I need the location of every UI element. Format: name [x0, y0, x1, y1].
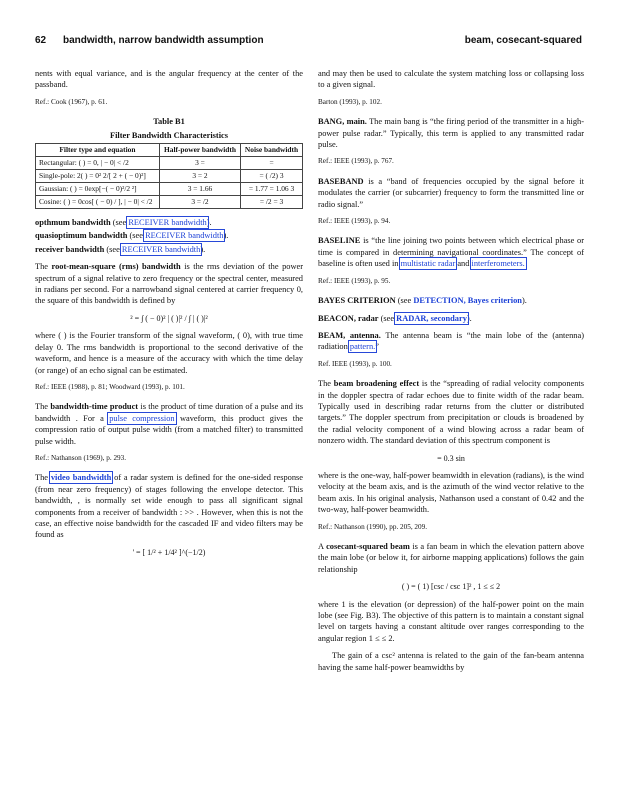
filter-bandwidth-table [35, 143, 303, 209]
term: BEAM, antenna. [318, 330, 381, 340]
term: cosecant-squared beam [326, 542, 410, 551]
paragraph: where 1 is the elevation (or depression) of the half-power point on the main lobe (see Fig. B3). The objective of this pattern is to maintain a constant signal level on targets having a constant altitude over ranges corresponding to the angular region 1 ≤ ≤ 2. [318, 599, 584, 643]
entry-beam-antenna: BEAM, antenna. The antenna beam is “the main lobe of the (antenna) radiation pattern.” [318, 330, 584, 352]
reference: Ref.: Nathanson (1969), p. 293. [35, 453, 127, 462]
intro-paragraph: and may then be used to calculate the system matching loss or collapsing loss to a given signal. [318, 69, 584, 90]
running-title-left: bandwidth, narrow bandwidth assumption [63, 35, 264, 46]
reference: Ref.: Cook (1967), p. 61. [35, 97, 108, 106]
reference: Barton (1993), p. 102. [318, 97, 382, 106]
table-cell: Single-pole: 2( ) = 0² 2/[ 2 + ( − 0)²] [36, 170, 160, 183]
table-cell: = 1.77 = 1.06 3 [241, 183, 303, 196]
table-cell: = /2 = 3 [241, 196, 303, 209]
left-column [35, 68, 303, 564]
equation: ( ) = ( 1) [csc / csc 1]² , 1 ≤ ≤ 2 [401, 582, 501, 592]
reference: Ref. IEEE (1993), p. 100. [318, 359, 392, 368]
entry-quasioptimum-bandwidth: quasioptimum bandwidth (see RECEIVER bandwidth). [35, 231, 229, 241]
reference: Ref.: Nathanson (1990), pp. 205, 209. [318, 522, 427, 531]
entry-rms-bandwidth: The root-mean-square (rms) bandwidth is the rms deviation of the power spectrum of a signal relative to zero frequency or the spectral center, measured in radians per second. For a narrowband signal centered at carrier frequency 0, the square of this bandwidth is defined by [35, 262, 303, 306]
entry-bandwidth-time-product: The bandwidth-time product is the product of time duration of a pulse and its bandwidth . For a pulse compression waveform, this product gives the compression ratio of output pulse width (from a matched filter) to transmitted pulse width. [35, 402, 304, 446]
intro-paragraph: nents with equal variance, and is the angular frequency at the center of the passband. [35, 69, 303, 90]
table-cell: 3 = 1.66 [159, 183, 240, 196]
term: BANG, main. [318, 117, 367, 127]
crossref-link[interactable]: RECEIVER bandwidth [121, 244, 201, 254]
term: opthmum bandwidth [35, 218, 111, 228]
reference: Ref.: IEEE (1993), p. 95. [318, 276, 391, 285]
table-cell: Gaussian: ( ) = 0exp[−( − 0)²/2 ²] [36, 183, 160, 196]
term: quasioptimum bandwidth [35, 231, 128, 241]
table-row [36, 183, 303, 196]
paragraph: The gain of a csc² antenna is related to the gain of the fan-beam antenna having the same half-power beamwidths by [318, 651, 584, 672]
crossref-link[interactable]: video bandwidth [50, 473, 112, 483]
entry-video-bandwidth: The video bandwidth of a radar system is defined for the one-sided response (from near zero frequency) of stages following the envelope detector. This bandwidth, , is normally set wide enough to pass all significant signal components from a receiver of bandwidth : >> . However, when this is not the case, an effective noise bandwidth for the cascaded IF and video filters may be found as [35, 473, 304, 540]
table-cell: Rectangular: ( ) = 0, | − 0| < /2 [36, 157, 160, 170]
table-title: Table B1 [153, 117, 185, 127]
paragraph: where is the one-way, half-power beamwidth in elevation (radians), is the wind velocity at the beam axis, and is the azimuth of the wind vector relative to the beam axis. In his original analysis, Nathanson used a constant of 0.42 and the two-way, half-power beamwidth. [318, 470, 584, 515]
paragraph: where ( ) is the Fourier transform of the signal waveform, ( 0), with true time delay 0. The rms bandwidth is proportional to the second derivative of the waveform, and hence is a measure of the accuracy with which the time delay (or range) of an echo signal can be estimated. [35, 331, 303, 375]
table-header: Filter type and equation [36, 144, 160, 157]
entry-bang-main: BANG, main. The main bang is “the firing period of the transmitter in a high-power pulse radar.” Typically, this term is applied to any transmitted radar pulse. [318, 117, 584, 150]
reference: Ref.: IEEE (1993), p. 94. [318, 217, 391, 226]
entry-baseband: BASEBAND is a “band of frequencies occupied by the signal before it modulates the carrier (or subcarrier) frequency to form the transmitted line or radio signal.” [318, 176, 584, 209]
crossref-link[interactable]: DETECTION, Bayes criterion [413, 296, 522, 306]
term: receiver bandwidth [35, 244, 105, 254]
crossref-link[interactable]: RADAR, secondary [396, 313, 467, 323]
equation: ² = ∫ ( − 0)² | ( )|² / ∫ | ( )|² [130, 313, 208, 323]
reference: Ref.: IEEE (1988), p. 81; Woodward (1993), p. 101. [35, 382, 185, 391]
table-row [36, 196, 303, 209]
entry-baseline: BASELINE is “the line joining two points between which electrical phase or time is compared in determining navigational coordinates.” The concept of baseline is often used in multistatic radar and interferometers. [318, 236, 584, 269]
table-cell: = ( /2) 3 [241, 170, 303, 183]
term: bandwidth-time product [50, 402, 139, 412]
table-cell: Cosine: ( ) = 0cos[ ( − 0) / ], | − 0| < /2 [36, 196, 160, 209]
right-column [318, 68, 584, 679]
table-cell: 3 = 2 [159, 170, 240, 183]
term: root-mean-square (rms) bandwidth [51, 262, 181, 272]
entry-beacon-radar: BEACON, radar (see RADAR, secondary). [318, 313, 472, 323]
table-subtitle: Filter Bandwidth Characteristics [109, 130, 228, 140]
crossref-link[interactable]: RECEIVER bandwidth [128, 218, 207, 228]
term: BASELINE [318, 236, 361, 246]
crossref-link[interactable]: multistatic radar [400, 259, 456, 269]
entry-receiver-bandwidth: receiver bandwidth (see RECEIVER bandwidth). [35, 244, 206, 254]
crossref-link[interactable]: RECEIVER bandwidth [145, 231, 224, 241]
crossref-link[interactable]: pulse compression [109, 413, 175, 423]
page-number: 62 [35, 35, 47, 46]
reference: Ref.: IEEE (1993), p. 767. [318, 157, 394, 166]
term: BASEBAND [318, 176, 364, 186]
term: BAYES CRITERION [318, 296, 396, 306]
table-header: Half-power bandwidth [159, 144, 240, 157]
entry-beam-broadening: The beam broadening effect is the “spreading of radial velocity components in the doppler spectra of radar echoes due to finite width of the radar beam. Typically used in describing radar returns from the clutter or distributed targets.” The doppler spectrum from precipitation or clouds is broadened by the radial velocity component of a wind blowing across a radar beam of nonzero width. The standard deviation of this spectrum component is [318, 379, 584, 446]
running-title-right: beam, cosecant-squared [464, 35, 582, 46]
entry-cosecant-squared-beam: A cosecant-squared beam is a fan beam in which the elevation pattern above the main lobe (or below it, for airborne mapping applications) follows the gain relationship [318, 542, 585, 574]
crossref-link[interactable]: interferometers. [471, 259, 525, 269]
term: beam broadening effect [333, 379, 420, 389]
term: BEACON, radar [318, 313, 379, 323]
table-row [36, 170, 303, 183]
table-cell: 3 = /2 [159, 196, 240, 209]
equation: = 0.3 sin [437, 453, 465, 463]
entry-optimum-bandwidth: opthmum bandwidth (see RECEIVER bandwidth). [35, 218, 212, 228]
page-header [35, 35, 582, 49]
entry-bayes-criterion: BAYES CRITERION (see DETECTION, Bayes criterion). [318, 296, 527, 306]
table-cell: = [241, 157, 303, 170]
crossref-link[interactable]: pattern. [349, 342, 376, 352]
equation: ' = [ 1/² + 1/4² ]^(−1/2) [132, 547, 206, 557]
table-header: Noise bandwidth [241, 144, 303, 157]
table-row [36, 157, 303, 170]
table-cell: 3 = [159, 157, 240, 170]
